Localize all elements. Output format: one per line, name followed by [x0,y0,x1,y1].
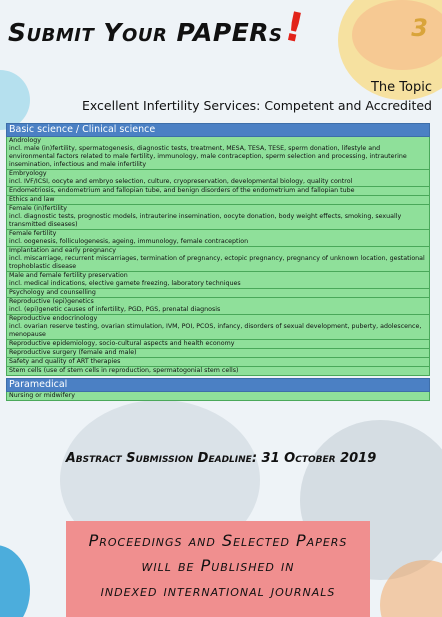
topic-row [6,137,430,170]
topic-detail: incl. diagnostic tests, prognostic models, intrauterine insemination, oocyte donation, body weight effects, smoking, sexually transmitted diseases) [9,213,402,228]
topic-row [6,272,430,289]
banner-line-3: indexed international journals [100,581,336,600]
topic-title: Female (in)fertility [9,205,68,212]
topic-title: Endometriosis, endometrium and fallopian tube, and benign disorders of the endometrium and fallopian tube [9,187,355,194]
topic-title: Stem cells (use of stem cells in reproduction, spermatogonial stem cells) [9,367,239,374]
topic-label: The Topic [370,80,432,95]
section-heading: Paramedical [6,378,430,392]
exclamation-mark: ! [279,3,308,53]
topic-row [6,358,430,367]
topic-title: Embryology [9,170,47,177]
topic-row [6,230,430,247]
topic-title: Female fertility [9,230,57,237]
topic-title: Implantation and early pregnancy [9,247,116,254]
topic-row [6,196,430,205]
topic-row [6,298,430,315]
topic-row [6,392,430,401]
topic-title: Safety and quality of ART therapies [9,358,121,365]
topic-detail: incl. IVF/ICSI, oocyte and embryo selection, culture, cryopreservation, developmental biology, quality control [9,178,353,185]
topic-title: Reproductive (epi)genetics [9,298,94,305]
topic-row [6,205,430,230]
banner-line-2: will be Published in [141,556,295,575]
header [0,0,442,75]
topic-row [6,315,430,340]
topic-detail: incl. medical indications, elective gamete freezing, laboratory techniques [9,280,241,287]
topic-block [82,80,432,113]
publication-banner [66,521,370,617]
topic-row [6,349,430,358]
topics-table [6,123,430,401]
topic-detail: incl. ovarian reserve testing, ovarian stimulation, IVM, POI, PCOS, infancy, disorders of sexual development, puberty, adolescence, menopause [9,323,422,338]
topic-title: Ethics and law [9,196,55,203]
topic-detail: incl. male (in)fertility, spermatogenesis, diagnostic tests, treatment, MESA, TESA, TESE, sperm donation, lifestyle and environmental factors related to male fertility, immunology, male contraception, sperm selection and processing, intrauterine insemination, infectious and male infertility [9,145,407,168]
topic-row [6,247,430,272]
bg-circle-cyan-left [0,70,30,130]
abstract-deadline: Abstract Submission Deadline: 31 October 2019 [65,451,377,466]
topic-row [6,340,430,349]
topic-detail: incl. oogenesis, folliculogenesis, ageing, immunology, female contraception [9,238,249,245]
banner-line-1: Proceedings and Selected Papers [88,531,348,550]
topic-row [6,170,430,187]
topic-title: Reproductive surgery (female and male) [9,349,137,356]
bg-circle-blue-bottom [0,545,30,617]
page-title: Submit Your PAPERs! [8,3,308,53]
topic-row [6,187,430,196]
topic-title: Male and female fertility preservation [9,272,128,279]
topic-subtitle: Excellent Infertility Services: Competent and Accredited [81,98,432,113]
topic-title: Reproductive endocrinology [9,315,98,322]
topic-title: Psychology and counselling [9,289,96,296]
topic-title: Andrology [9,137,41,144]
section-heading: Basic science / Clinical science [6,123,430,137]
topic-title: Nursing or midwifery [9,392,75,399]
topic-row [6,367,430,376]
topic-detail: incl. miscarriage, recurrent miscarriages, termination of pregnancy, ectopic pregnancy, pregnancy of unknown location, gestational trophoblastic disease [9,255,425,270]
page-number: 3 [411,14,428,42]
topic-detail: incl. (epi)genetic causes of infertility, PGD, PGS, prenatal diagnosis [9,306,221,313]
topic-row [6,289,430,298]
topic-title: Reproductive epidemiology, socio-cultural aspects and health economy [9,340,235,347]
